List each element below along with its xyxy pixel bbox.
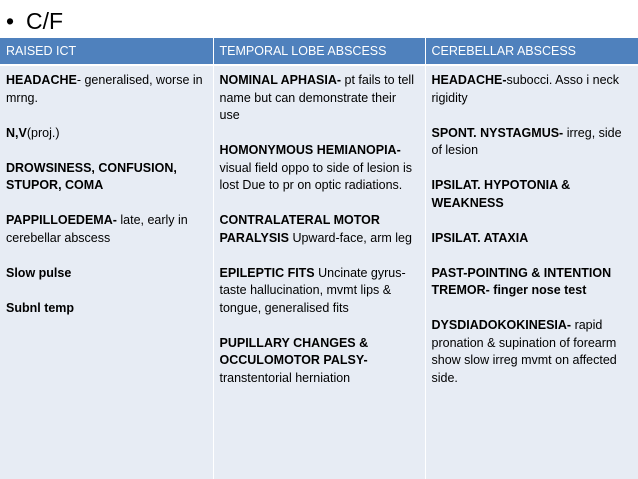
- slide-title-text: C/F: [26, 8, 64, 34]
- entry-slow-pulse: Slow pulse: [6, 265, 72, 280]
- column-header-cerebellar-abscess: CEREBELLAR ABSCESS: [425, 38, 638, 65]
- table-body-row: [0, 65, 638, 479]
- column-header-temporal-lobe-abscess: TEMPORAL LOBE ABSCESS: [213, 38, 425, 65]
- raised-ict-cell: [0, 65, 213, 479]
- comparison-table: [0, 38, 638, 479]
- table-header-row: [0, 38, 638, 65]
- bullet-icon: •: [6, 8, 15, 34]
- entry-subnormal-temp: Subnl temp: [6, 300, 75, 315]
- entry-headache-cerebellar: HEADACHE-subocci. Asso i neck rigidity: [431, 73, 620, 105]
- entry-ipsilateral-hypotonia: IPSILAT. HYPOTONIA & WEAKNESS: [431, 178, 571, 210]
- entry-homonymous-hemianopia: HOMONYMOUS HEMIANOPIA- visual field oppo to side of lesion is lost Due to pr on optic radiations.: [219, 143, 412, 192]
- entry-drowsiness: DROWSINESS, CONFUSION, STUPOR, COMA: [6, 160, 177, 192]
- entry-ipsilateral-ataxia: IPSILAT. ATAXIA: [431, 230, 529, 245]
- column-header-raised-ict: RAISED ICT: [0, 38, 213, 65]
- entry-nominal-aphasia: NOMINAL APHASIA- pt fails to tell name but can demonstrate their use: [219, 73, 414, 122]
- entry-spontaneous-nystagmus: SPONT. NYSTAGMUS- irreg, side of lesion: [431, 125, 622, 157]
- entry-pupillary-changes: PUPILLARY CHANGES & OCCULOMOTOR PALSY- transtentorial herniation: [219, 335, 369, 385]
- entry-headache-raised: HEADACHE- generalised, worse in mrng.: [6, 73, 203, 105]
- temporal-lobe-abscess-cell: [213, 65, 425, 479]
- cerebellar-abscess-cell: [425, 65, 638, 479]
- entry-epileptic-fits: EPILEPTIC FITS Uncinate gyrus-taste hallucination, mvmt lips & tongue, generalised fits: [219, 265, 406, 315]
- entry-contralateral-motor-paralysis: CONTRALATERAL MOTOR PARALYSIS Upward-face, arm leg: [219, 213, 412, 245]
- entry-nausea-vomiting: N,V(proj.): [6, 125, 60, 140]
- entry-dysdiadokokinesia: DYSDIADOKOKINESIA- rapid pronation & supination of forearm show slow irreg mvmt on affected side.: [431, 318, 617, 385]
- entry-past-pointing: PAST-POINTING & INTENTION TREMOR- finger nose test: [431, 265, 612, 297]
- slide-title: [6, 4, 63, 38]
- entry-papilloedema: PAPPILLOEDEMA- late, early in cerebellar abscess: [6, 213, 188, 245]
